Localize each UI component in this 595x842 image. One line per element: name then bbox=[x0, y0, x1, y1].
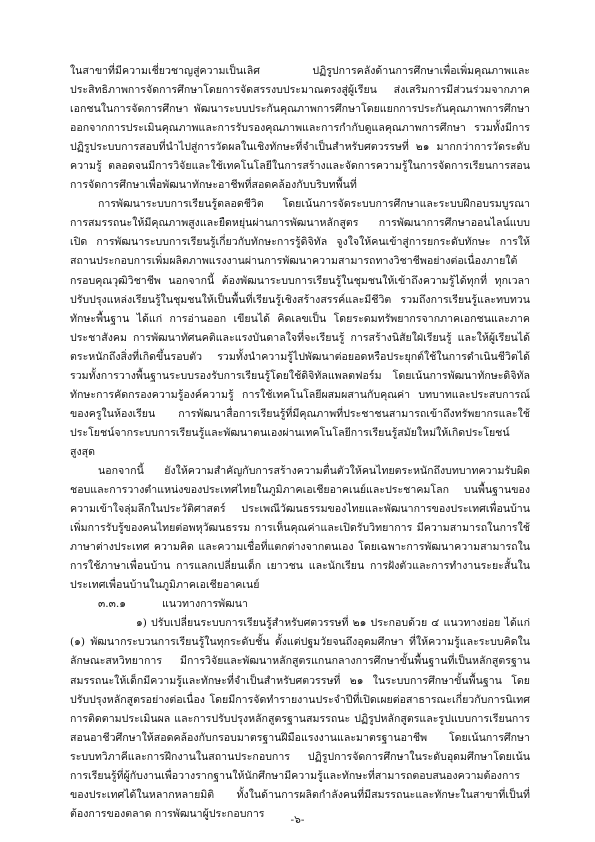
paragraph-lifelong-learning: การพัฒนาระบบการเรียนรู้ตลอดชีวิต โดยเน้นการจัดระบบการศึกษาและระบบฝึกอบรมบูรณาการสมรรถนะให้มีคุณภาพสูงและยืดหยุ่นผ่านการพัฒนาหลักสูตร การพัฒนาการศึกษาออนไลน์แบบเปิด การพัฒนาระบบการเรียนรู้เกี่ยวกับทักษะการรู้ดิจิทัล จูงใจให้คนเข้าสู่การยกระดับทักษะ การให้สถานประกอบการเพิ่มผลิตภาพแรงงานผ่านการพัฒนาความสามารถทางวิชาชีพอย่างต่อเนื่องภายใต้กรอบคุณวุฒิวิชาชีพ นอกจากนี้ ต้องพัฒนาระบบการเรียนรู้ในชุมชนให้เข้าถึงความรู้ได้ทุกที่ ทุกเวลา ปรับปรุงแหล่งเรียนรู้ในชุมชนให้เป็นพื้นที่เรียนรู้เชิงสร้างสรรค์และมีชีวิต รวมถึงการเรียนรู้และทบทวนทักษะพื้นฐาน ได้แก่ การอ่านออก เขียนได้ คิดเลขเป็น โดยระดมทรัพยากรจากภาคเอกชนและภาคประชาสังคม การพัฒนาทัศนคติและแรงบันดาลใจที่จะเรียนรู้ การสร้างนิสัยใฝ่เรียนรู้ และให้ผู้เรียนได้ตระหนักถึงสิ่งที่เกิดขึ้นรอบตัว รวมทั้งนำความรู้ไปพัฒนาต่อยอดหรือประยุกต์ใช้ในการดำเนินชีวิตได้ รวมทั้งการวางพื้นฐานระบบรองรับการเรียนรู้โดยใช้ดิจิทัลแพลตฟอร์ม โดยเน้นการพัฒนาทักษะดิจิทัล ทักษะการคัดกรองความรู้องค์ความรู้ การใช้เทคโนโลยีผสมผสานกับคุณค่า บทบาทและประสบการณ์ของครูในห้องเรียน การพัฒนาสื่อการเรียนรู้ที่มีคุณภาพที่ประชาชนสามารถเข้าถึงทรัพยากรและใช้ประโยชน์จากระบบการเรียนรู้และพัฒนาตนเองผ่านเทคโนโลยีการเรียนรู้สมัยใหม่ให้เกิดประโยชน์สูงสุด bbox=[70, 198, 530, 458]
section-heading bbox=[70, 595, 530, 614]
list-item: ๑) ปรับเปลี่ยนระบบการเรียนรู้สำหรับศตวรรษที่ ๒๑ ประกอบด้วย ๔ แนวทางย่อย ได้แก่ (๑) พัฒนากระบวนการเรียนรู้ในทุกระดับชั้น ตั้งแต่ปฐมวัยจนถึงอุดมศึกษา ที่ให้ความรู้และระบบคิดในลักษณะสหวิทยาการ มีการวิจัยและพัฒนาหลักสูตรแกนกลางการศึกษาขั้นพื้นฐานที่เป็นหลักสูตรฐานสมรรถนะให้เด็กมีความรู้และทักษะที่จำเป็นสำหรับศตวรรษที่ ๒๑ ในระบบการศึกษาขั้นพื้นฐาน โดยปรับปรุงหลักสูตรอย่างต่อเนื่อง โดยมีการจัดทำรายงานประจำปีที่เปิดเผยต่อสาธารณะเกี่ยวกับการนิเทศ การติดตามประเมินผล และการปรับปรุงหลักสูตรฐานสมรรถนะ ปฏิรูปหลักสูตรและรูปแบบการเรียนการสอนอาชีวศึกษาให้สอดคล้องกับกรอบมาตรฐานฝีมือแรงงานและมาตรฐานอาชีพ โดยเน้นการศึกษาระบบทวิภาคีและการฝึกงานในสถานประกอบการ ปฏิรูปการจัดการศึกษาในระดับอุดมศึกษาโดยเน้นการเรียนรู้ที่ผู้กับงานเพื่อวางรากฐานให้นักศึกษามีความรู้และทักษะที่สามารถตอบสนองความต้องการของประเทศได้ในหลากหลายมิติ ทั้งในด้านการผลิตกำลังคนที่มีสมรรถนะและทักษะในสาขาที่เป็นที่ต้องการของตลาด การพัฒนาผู้ประกอบการ bbox=[70, 617, 530, 820]
page-number: -๖- bbox=[290, 814, 305, 826]
document-body bbox=[70, 62, 530, 824]
paragraph-intro: ในสาขาที่มีความเชี่ยวชาญสู่ความเป็นเลิศ ปฏิรูปการคลังด้านการศึกษาเพื่อเพิ่มคุณภาพและประสิทธิภาพการจัดการศึกษาโดยการจัดสรรงบประมาณตรงสู่ผู้เรียน ส่งเสริมการมีส่วนร่วมจากภาคเอกชนในการจัดการศึกษา พัฒนาระบบประกันคุณภาพการศึกษาโดยแยกการประกันคุณภาพการศึกษาออกจากการประเมินคุณภาพและการรับรองคุณภาพและการกำกับดูแลคุณภาพการศึกษา รวมทั้งมีการปฏิรูประบบการสอบที่นำไปสู่การวัดผลในเชิงทักษะที่จำเป็นสำหรับศตวรรษที่ ๒๑ มากกว่าการวัดระดับความรู้ ตลอดจนมีการวิจัยและใช้เทคโนโลยีในการสร้างและจัดการความรู้ในการจัดการเรียนการสอน การจัดการศึกษาเพื่อพัฒนาทักษะอาชีพที่สอดคล้องกับบริบทพื้นที่ bbox=[70, 65, 530, 192]
section-number: ๓.๓.๑ bbox=[98, 598, 126, 611]
section-title: แนวทางการพัฒนา bbox=[162, 598, 248, 611]
paragraph-regional-awareness: นอกจากนี้ ยังให้ความสำคัญกับการสร้างความตื่นตัวให้คนไทยตระหนักถึงบทบาทความรับผิดชอบและการวางตำแหน่งของประเทศไทยในภูมิภาคเอเชียอาคเนย์และประชาคมโลก บนพื้นฐานของความเข้าใจลุ่มลึกในประวัติศาสตร์ ประเพณีวัฒนธรรมของไทยและพัฒนาการของประเทศเพื่อนบ้าน เพิ่มการรับรู้ของคนไทยต่อพหุวัฒนธรรม การเห็นคุณค่าและเปิดรับวิทยาการ มีความสามารถในการใช้ภาษาต่างประเทศ ความคิด และความเชื่อที่แตกต่างจากตนเอง โดยเฉพาะการพัฒนาความสามารถในการใช้ภาษาเพื่อนบ้าน การแลกเปลี่ยนเด็ก เยาวชน และนักเรียน การฝังตัวและการทำงานระยะสั้นในประเทศเพื่อนบ้านในภูมิภาคเอเชียอาคเนย์ bbox=[70, 464, 530, 592]
